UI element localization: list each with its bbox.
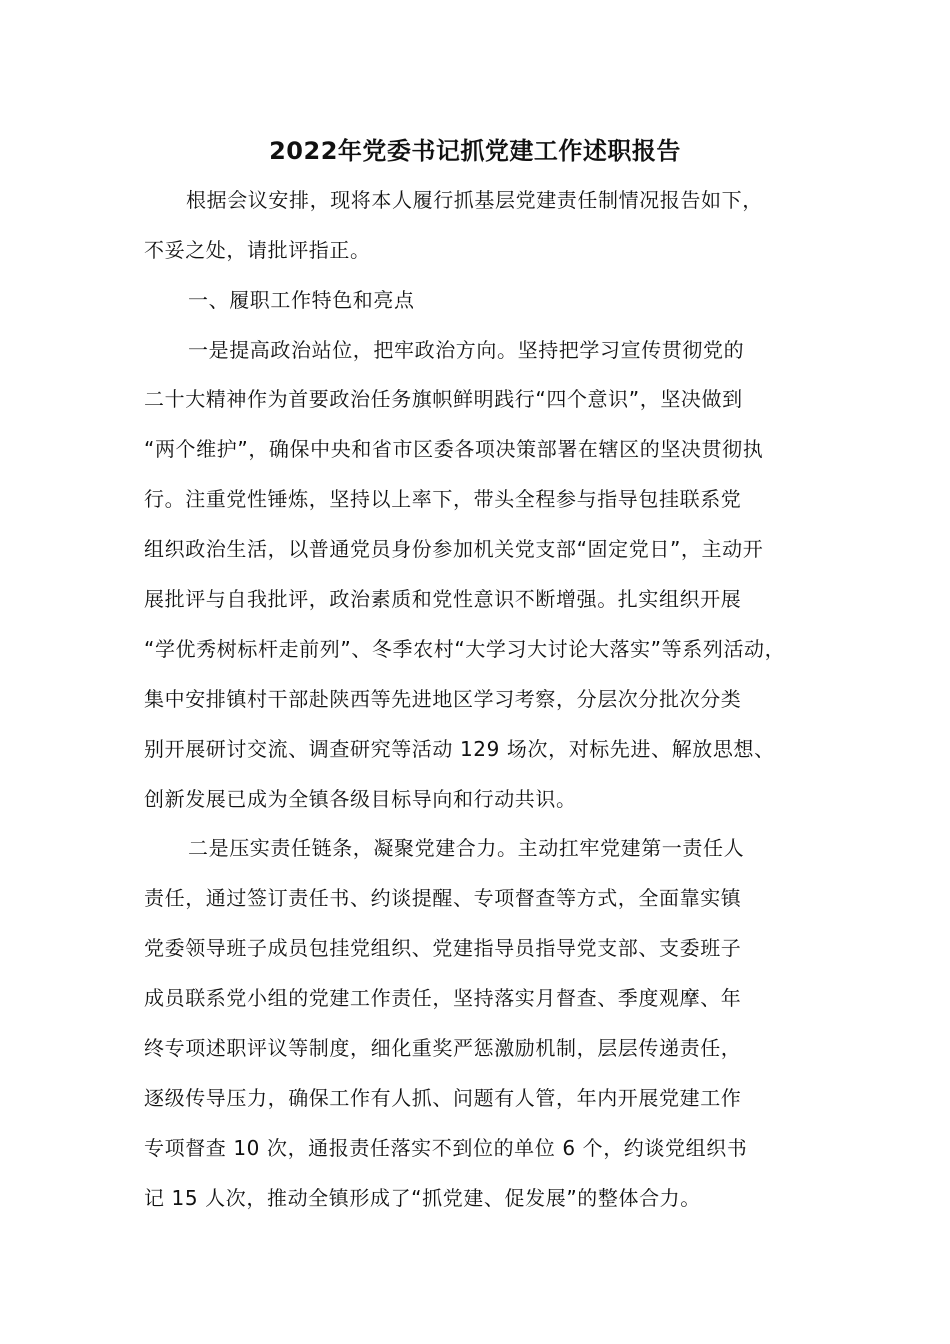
paragraph-line: 组织政治生活，以普通党员身份参加机关党支部“固定党日”，主动开 (144, 537, 764, 561)
paragraph-line: 二是压实责任链条，凝聚党建合力。主动扛牢党建第一责任人 (188, 836, 745, 860)
paragraph-line: 二十大精神作为首要政治任务旗帜鲜明践行“四个意识”，坚决做到 (144, 387, 743, 411)
paragraph-line: 党委领导班子成员包挂党组织、党建指导员指导党支部、支委班子 (144, 936, 742, 960)
paragraph-line: 终专项述职评议等制度，细化重奖严惩激励机制，层层传递责任， (144, 1036, 742, 1060)
paragraph-line: 根据会议安排，现将本人履行抓基层党建责任制情况报告如下， (186, 188, 763, 212)
document-title: 2022年党委书记抓党建工作述职报告 (269, 137, 681, 165)
paragraph-line: 一是提高政治站位，把牢政治方向。坚持把学习宣传贯彻党的 (188, 338, 745, 362)
paragraph-line: 专项督查 10 次，通报责任落实不到位的单位 6 个，约谈党组织书 (144, 1136, 748, 1160)
section-heading: 一、履职工作特色和亮点 (188, 288, 415, 312)
paragraph-line: 创新发展已成为全镇各级目标导向和行动共识。 (144, 787, 577, 811)
paragraph-line: 记 15 人次，推动全镇形成了“抓党建、促发展”的整体合力。 (144, 1186, 701, 1210)
paragraph-line: “学优秀树标杆走前列”、冬季农村“大学习大讨论大落实”等系列活动， (144, 637, 786, 661)
paragraph-line: 逐级传导压力，确保工作有人抓、问题有人管，年内开展党建工作 (144, 1086, 742, 1110)
paragraph-line: 成员联系党小组的党建工作责任，坚持落实月督查、季度观摩、年 (144, 986, 742, 1010)
paragraph-line: 展批评与自我批评，政治素质和党性意识不断增强。扎实组织开展 (144, 587, 742, 611)
paragraph-line: 集中安排镇村干部赴陕西等先进地区学习考察，分层次分批次分类 (144, 687, 742, 711)
paragraph-line: 别开展研讨交流、调查研究等活动 129 场次，对标先进、解放思想、 (144, 737, 775, 761)
paragraph-line: 责任，通过签订责任书、约谈提醒、专项督查等方式，全面靠实镇 (144, 886, 742, 910)
paragraph-line: 行。注重党性锤炼，坚持以上率下，带头全程参与指导包挂联系党 (144, 487, 742, 511)
paragraph-line: “两个维护”，确保中央和省市区委各项决策部署在辖区的坚决贯彻执 (144, 437, 764, 461)
paragraph-line: 不妥之处，请批评指正。 (144, 238, 371, 262)
